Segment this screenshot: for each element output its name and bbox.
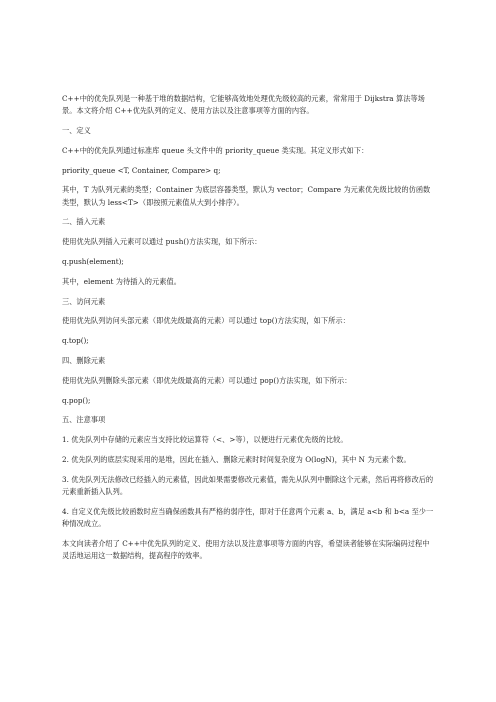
intro-paragraph: C++中的优先队列是一种基于堆的数据结构，它能够高效地处理优先级较高的元素，常常用于 Dijkstra 算法等场景。本文将介绍 C++优先队列的定义、使用方法以及注意事项等方面的内容。 <box>62 94 425 116</box>
section-heading-access: 三、访问元素 <box>62 296 106 306</box>
section-heading-insert: 二、插入元素 <box>62 217 106 227</box>
access-paragraph: 使用优先队列访问头部元素（即优先级最高的元素）可以通过 top()方法实现，如下所示： <box>62 316 350 326</box>
insert-paragraph: 使用优先队列插入元素可以通过 push()方法实现，如下所示： <box>62 237 262 247</box>
section-heading-notes: 五、注意事项 <box>62 415 106 425</box>
definition-explanation: 其中，T 为队列元素的类型；Container 为底层容器类型，默认为 vector；Compare 为元素优先级比较的仿函数类型，默认为 less<T>（即按照元素值从大到小排序）。 <box>62 185 431 207</box>
note-item-3: 3. 优先队列无法修改已经插入的元素值，因此如果需要修改元素值，需先从队列中删除这个元素，然后再将修改后的元素重新插入队列。 <box>62 474 434 496</box>
conclusion-paragraph: 本文向读者介绍了 C++中优先队列的定义、使用方法以及注意事项等方面的内容，希望读者能够在实际编码过程中灵活地运用这一数据结构，提高程序的效率。 <box>62 538 430 560</box>
section-heading-delete: 四、删除元素 <box>62 355 106 365</box>
delete-paragraph: 使用优先队列删除头部元素（即优先级最高的元素）可以通过 pop()方法实现，如下所示： <box>62 375 352 385</box>
insert-code: q.push(element); <box>62 256 124 266</box>
definition-code: priority_queue <T, Container, Compare> q; <box>62 165 221 175</box>
definition-paragraph: C++中的优先队列通过标准库 queue 头文件中的 priority_queue 类实现。其定义形式如下： <box>62 145 369 155</box>
document-body <box>62 93 434 570</box>
insert-explanation: 其中，element 为待插入的元素值。 <box>62 276 181 286</box>
section-heading-definition: 一、定义 <box>62 126 91 135</box>
note-item-2: 2. 优先队列的底层实现采用的是堆，因此在插入、删除元素时时间复杂度为 O(logN)，其中 N 为元素个数。 <box>62 454 411 464</box>
access-code: q.top(); <box>62 336 89 346</box>
note-item-4: 4. 自定义优先级比较函数时应当确保函数具有严格的弱序性，即对于任意两个元素 a、b，满足 a<b 和 b<a 至少一种情况成立。 <box>62 506 434 528</box>
delete-code: q.pop(); <box>62 395 91 405</box>
note-item-1: 1. 优先队列中存储的元素应当支持比较运算符（<、>等），以便进行元素优先级的比较。 <box>62 435 348 445</box>
